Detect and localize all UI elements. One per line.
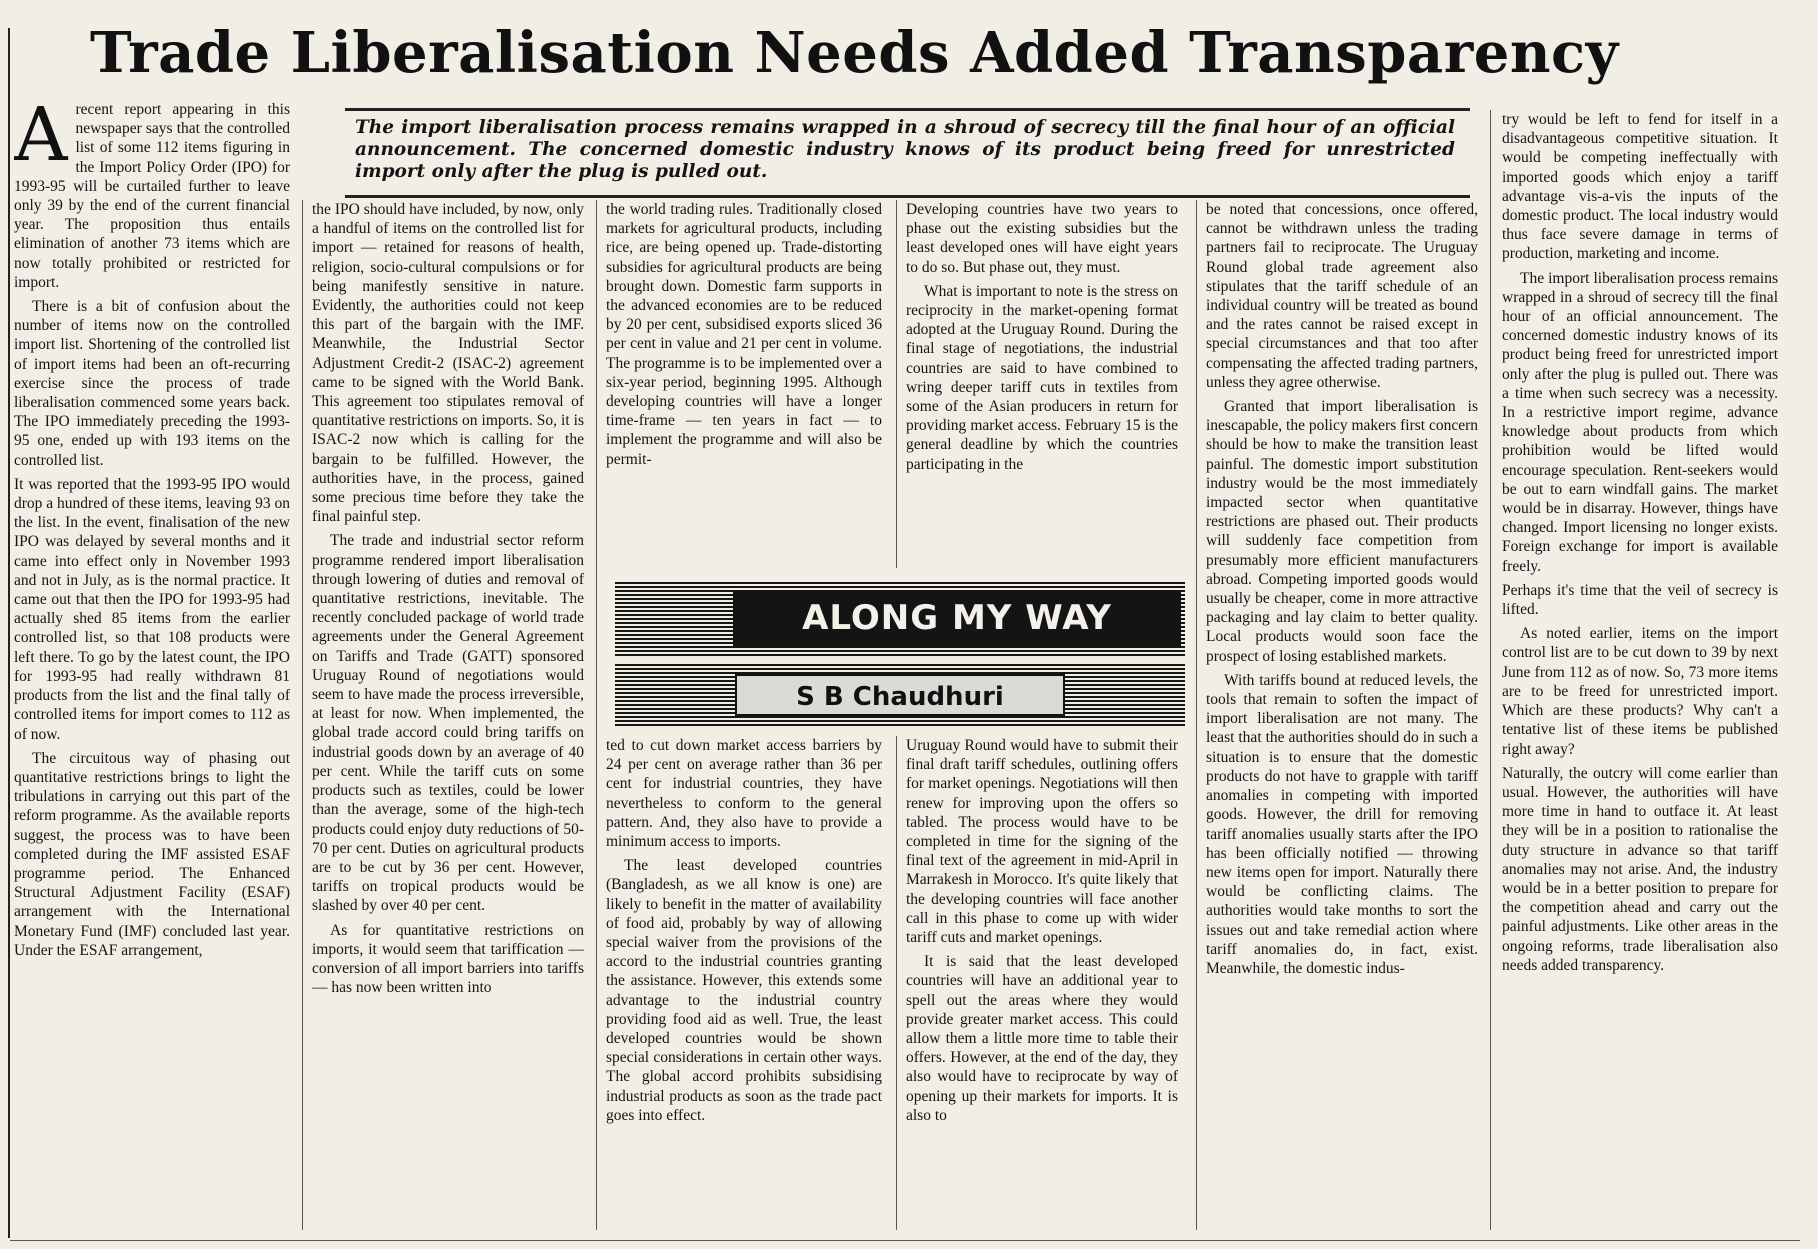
article-paragraph: be noted that concessions, once offered, cannot be withdrawn unless the trading partners fail to reciprocate. The Uruguay Round global trade agreement also stipulates that the tariff schedule of an individual country will be treated as bound and the rates cannot be raised except in special circumstances and that too after compensating the affected trading partners, unless they agree otherwise. [1206,201,1478,391]
column-divider [1196,200,1197,1230]
article-paragraph: There is a bit of confusion about the number of items now on the controlled import list. Shortening of the controlled list of import items had been an oft-recurring exercise since the process of trade liberalisation commenced some years back. The IPO immediately preceding the 1993-95 one, ended up with 193 items on the controlled list. [14,298,290,469]
column-title: ALONG MY WAY [733,590,1181,646]
article-paragraph: Granted that import liberalisation is inescapable, the policy makers first concern should be how to make the transition least painful. The domestic import substitution industry would be the most immediately impacted sector when quantitative restrictions are phased out. Their products will suddenly face competition from presumably more efficient manufacturers abroad. Competing imported goods would usually be cheaper, come in more attractive packaging and lay claim to better quality. Local products would soon face the prospect of losing established markets. [1206,398,1478,665]
article-paragraph: As for quantitative restrictions on imports, it would seem that tariffication — conversion of all import barriers into tariffs — has now been written into [312,921,584,997]
column-divider [896,736,897,1230]
article-column-5 [1206,200,1478,1240]
article-paragraph: It was reported that the 1993-95 IPO would drop a hundred of these items, leaving 93 on the list. In the event, finalisation of the new IPO was delayed by several months and it came into effect only in November 1993 and not in July, as is the normal practice. It came out that then the IPO for 1993-95 had actually shed 85 items from the earlier controlled list, so that 108 products were left there. To go by the latest count, the IPO for 1993-95 had really withdrawn 81 products from the list and the final tally of controlled items for import comes to 112 as of now. [14,475,290,743]
article-paragraph: What is important to note is the stress on reciprocity in the market-opening format adopted at the Uruguay Round. During the final stage of negotiations, the industrial countries are said to have combined to wring deeper tariff cuts in textiles from some of the Asian producers in return for providing market access. February 15 is the general deadline by which the countries participating in the [906,282,1178,473]
article-column-3-bottom [606,736,882,1240]
article-column-1 [14,100,290,1240]
author-byline: S B Chaudhuri [735,674,1065,716]
deck-rule-bottom [345,195,1470,198]
article-paragraph: As noted earlier, items on the import control list are to be cut down to 39 by next June from 112 as of now. So, 73 more items are to be freed for unrestricted import. Which are these products? Why can't a tentative list of these items be published right away? [1502,625,1778,758]
column-banner-title [615,580,1185,656]
column-divider [1490,110,1491,1230]
drop-cap: A [14,100,68,178]
article-paragraph: With tariffs bound at reduced levels, the tools that remain to soften the impact of import liberalisation are not many. The least that the authorities should do in such a situation is to ensure that the domestic products do not have to grapple with tariff anomalies in competing with imported goods. However, the drill for removing tariff anomalies usually starts after the IPO has been officially notified — throwing new items open for import. Naturally there would be conflicting claims. The authorities would take months to sort the issues out and take remedial action where tariff anomalies do, in fact, exist. Meanwhile, the domestic indus- [1206,671,1478,977]
headline: Trade Liberalisation Needs Added Transparency [90,20,1619,86]
deck-rule-top [345,108,1470,111]
article-paragraph: It is said that the least developed countries will have an additional year to spell out the areas where they would provide greater market access. This could allow them a little more time to table their offers. However, at the end of the day, they also would have to reciprocate by way of opening up their markets for imports. It is also to [906,953,1178,1124]
article-paragraph: Perhaps it's time that the veil of secrecy is lifted. [1502,581,1778,619]
article-paragraph: the world trading rules. Traditionally closed markets for agricultural products, including rice, are being opened up. Trade-distorting subsidies for agricultural products are being brought down. Domestic farm supports in the advanced economies are to be reduced by 20 per cent, subsidised exports sliced 36 per cent in value and 21 per cent in volume. The programme is to be implemented over a six-year period, beginning 1995. Although developing countries will have a longer time-frame — ten years in fact — to implement the programme and will also be permit- [606,201,882,468]
article-column-2 [312,200,584,1240]
article-paragraph: Naturally, the outcry will come earlier than usual. However, the authorities will have more time in hand to outface it. At least they will be in a position to rationalise the duty structure in advance so that tariff anomalies may not arise. And, the industry would be in a better position to prepare for the competition ahead and carry out the painful adjustments. Like other areas in the ongoing reforms, trade liberalisation also needs added transparency. [1502,764,1778,974]
article-column-3-top [606,200,882,568]
article-paragraph: The least developed countries (Bangladesh, as we all know is one) are likely to benefit in the matter of availability of food aid, probably by way of allowing special waiver from the provisions of the accord to the industrial countries granting the assistance. However, this extends some advantage to the industrial country providing food aid as well. True, the least developed countries would be shown special considerations in certain other ways. The global accord prohibits subsidising industrial products as soon as the trade pact goes into effect. [606,857,882,1124]
column-banner-byline [615,664,1185,726]
article-paragraph: Developing countries have two years to phase out the existing subsidies but the least developed ones will have eight years to do so. But phase out, they must. [906,201,1178,276]
bottom-rule [10,1240,1800,1241]
article-paragraph: The import liberalisation process remains wrapped in a shroud of secrecy till the final hour of an official announcement. The concerned domestic industry knows of its product being freed for unrestricted import only after the plug is pulled out. There was a time when such secrecy was a necessity. In a restrictive import regime, advance knowledge about products from which prohibition would be lifted would encourage speculation. Rent-seekers would be out to earn windfall gains. The market would be in disarray. However, things have changed. Import licensing no longer exists. Foreign exchange for import is available freely. [1502,269,1778,575]
article-paragraph: The circuitous way of phasing out quantitative restrictions brings to light the tribulations in carrying out this part of the reform programme. As the available reports suggest, the process was to have been completed during the IMF assisted ESAF programme period. The Enhanced Structural Adjustment Facility (ESAF) arrangement with the International Monetary Fund (IMF) concluded last year. Under the ESAF arrangement, [14,749,290,959]
article-paragraph: The trade and industrial sector reform programme rendered import liberalisation through lowering of duties and removal of quantitative restrictions, inevitable. The recently concluded package of world trade agreements under the General Agreement on Tariffs and Trade (GATT) sponsored Uruguay Round of negotiations would seem to have made the process irreversible, at least for now. When implemented, the global trade accord could bring tariffs on industrial goods down by an average of 40 per cent. While the tariff cuts on some products such as textiles, could be lower than the average, some of the high-tech products could enjoy duty reductions of 50-70 per cent. Duties on agricultural products are to be cut by 36 per cent. However, tariffs on tropical products would be slashed by over 40 per cent. [312,532,584,915]
column-divider [302,200,303,1230]
article-column-4-bottom [906,736,1178,1240]
article-column-4-top [906,200,1178,568]
article-column-6 [1502,110,1778,1240]
article-paragraph: Uruguay Round would have to submit their final draft tariff schedules, outlining offers for market openings. Negotiations will then renew for improving upon the offers so tabled. The process would have to be completed in time for the signing of the final text of the agreement in mid-April in Marrakesh in Morocco. It's quite likely that the developing countries will face another call in this phase to come up with wider tariff cuts and market openings. [906,737,1178,947]
deck-box [345,108,1470,198]
article-paragraph: ted to cut down market access barriers by 24 per cent on average rather than 36 per cent for industrial countries, they have nevertheless to conform to the general pattern. And, they also have to provide a minimum access to imports. [606,737,882,851]
deck-text: The import liberalisation process remains wrapped in a shroud of secrecy till the final hour of an official announcement. The concerned domestic industry knows of its product being freed for unrestricted import only after the plug is pulled out. [355,117,1455,182]
column-divider [596,200,597,1230]
left-margin-rule [8,28,10,1238]
article-paragraph: the IPO should have included, by now, only a handful of items on the controlled list for import — retained for reasons of health, religion, socio-cultural compulsions or for being manifestly sensitive in nature. Evidently, the authorities could not keep this part of the bargain with the IMF. Meanwhile, the Industrial Sector Adjustment Credit-2 (ISAC-2) agreement came to be signed with the World Bank. This agreement too stipulates removal of quantitative restrictions on imports. So, it is ISAC-2 now which is calling for the bargain to be fulfilled. However, the authorities have, in the process, gained some precious time before they take the final painful step. [312,201,584,526]
article-paragraph: try would be left to fend for itself in a disadvantageous competitive situation. It would be competing ineffectually with imported goods which enjoy a tariff advantage vis-a-vis the inputs of the domestic product. The local industry would thus face severe damage in terms of production, marketing and income. [1502,111,1778,263]
column-divider [896,200,897,568]
article-paragraph: recent report appearing in this newspaper says that the controlled list of some 112 items figuring in the Import Policy Order (IPO) for 1993-95 will be curtailed further to leave only 39 by the end of the current financial year. The proposition thus entails elimination of another 73 items which are now totally prohibited or restricted for import. [14,101,290,291]
